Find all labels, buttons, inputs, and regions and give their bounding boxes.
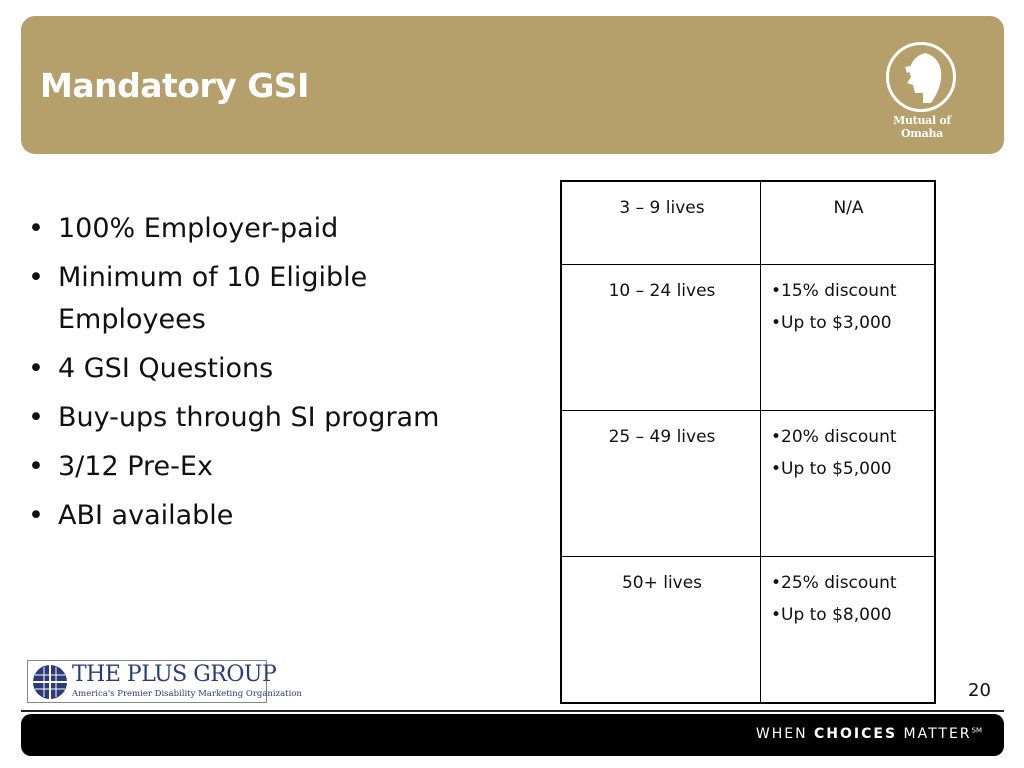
- bullet-item: • 4 GSI Questions: [28, 348, 498, 390]
- lives-cell: 10 – 24 lives: [562, 265, 761, 411]
- max-benefit-text: • Up to $3,000: [769, 307, 928, 339]
- table-row: [562, 557, 934, 702]
- bullet-item: • 3/12 Pre-Ex: [28, 446, 498, 488]
- indian-head-emblem-icon: [886, 42, 956, 112]
- plus-group-name: THE PLUS GROUP: [72, 662, 277, 687]
- discount-text: • 15% discount: [769, 275, 928, 307]
- bullet-item: • ABI available: [28, 495, 498, 537]
- globe-icon: [31, 663, 69, 701]
- page-number: 20: [968, 680, 991, 701]
- lives-cell: 25 – 49 lives: [562, 411, 761, 557]
- table-row: [562, 411, 934, 557]
- feature-bullet-list: [28, 208, 498, 544]
- tagline-suffix: MATTER: [897, 726, 972, 742]
- service-mark: SM: [971, 726, 982, 735]
- bullet-item: • Minimum of 10 Eligible Employees: [28, 257, 498, 341]
- table-row: [562, 265, 934, 411]
- plus-group-logo: [27, 660, 302, 703]
- benefit-cell: [761, 265, 935, 411]
- logo-wordmark: Mutual of Omaha: [893, 114, 951, 140]
- plus-group-tagline: America's Premier Disability Marketing Organization: [72, 689, 302, 699]
- lives-cell: 3 – 9 lives: [562, 182, 761, 265]
- benefit-cell: N/A: [761, 182, 935, 265]
- max-benefit-text: • Up to $8,000: [769, 599, 928, 631]
- benefit-cell: [761, 557, 935, 702]
- tagline-emphasis: CHOICES: [814, 726, 898, 742]
- discount-text: • 20% discount: [769, 421, 928, 453]
- mutual-of-omaha-logo: [872, 42, 972, 140]
- slide-title: Mandatory GSI: [40, 66, 309, 105]
- table-row: [562, 182, 934, 265]
- bullet-item: • 100% Employer-paid: [28, 208, 498, 250]
- footer-bar: [21, 714, 1004, 756]
- tagline-prefix: WHEN: [755, 726, 815, 742]
- tier-table: [560, 180, 936, 704]
- footer-tagline: [756, 726, 982, 742]
- discount-text: • 25% discount: [769, 567, 928, 599]
- max-benefit-text: • Up to $5,000: [769, 453, 928, 485]
- benefit-cell: [761, 411, 935, 557]
- footer-divider: [21, 710, 1004, 712]
- bullet-item: • Buy-ups through SI program: [28, 397, 498, 439]
- lives-cell: 50+ lives: [562, 557, 761, 702]
